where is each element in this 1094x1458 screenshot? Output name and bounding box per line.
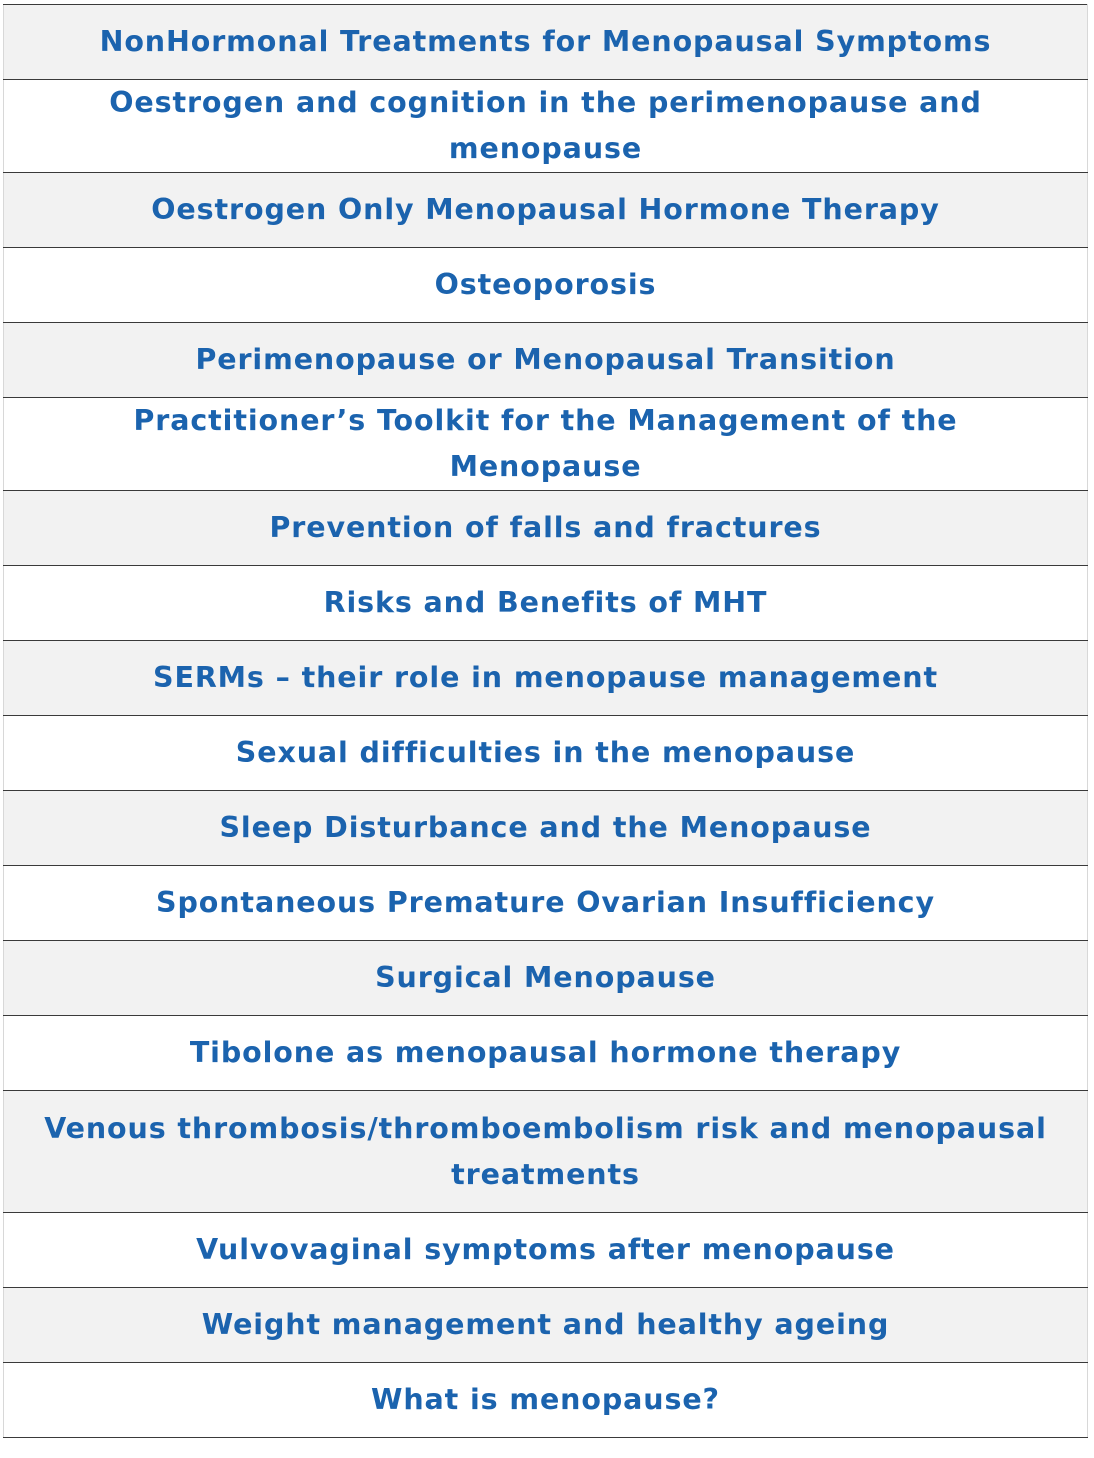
table-row (4, 323, 1088, 398)
topic-link[interactable]: SERMs – their role in menopause management (153, 661, 938, 694)
table-row (4, 491, 1088, 566)
topic-link[interactable]: What is menopause? (370, 1383, 720, 1416)
topic-link[interactable]: Perimenopause or Menopausal Transition (195, 343, 896, 376)
table-cell (4, 1213, 1088, 1288)
table-row (4, 173, 1088, 248)
topic-link[interactable]: Spontaneous Premature Ovarian Insufficiency (156, 886, 935, 919)
table-cell (4, 80, 1088, 173)
table-row (4, 1016, 1088, 1091)
table-cell (4, 716, 1088, 791)
table-row (4, 791, 1088, 866)
table-cell (4, 1363, 1088, 1438)
table-cell (4, 1016, 1088, 1091)
table-row (4, 716, 1088, 791)
table-row (4, 80, 1088, 173)
table-row (4, 398, 1088, 491)
table-cell (4, 323, 1088, 398)
table-row (4, 866, 1088, 941)
table-cell (4, 641, 1088, 716)
topics-table (3, 4, 1088, 1438)
table-row (4, 5, 1088, 80)
table-cell (4, 5, 1088, 80)
topic-link[interactable]: Risks and Benefits of MHT (323, 586, 768, 619)
topic-link[interactable]: Practitioner’s Toolkit for the Management of the Menopause (133, 404, 958, 483)
topic-link[interactable]: Prevention of falls and fractures (269, 511, 822, 544)
table-cell (4, 941, 1088, 1016)
table-cell (4, 173, 1088, 248)
table-cell (4, 566, 1088, 641)
table-row (4, 641, 1088, 716)
topic-link[interactable]: Oestrogen and cognition in the perimenopause and menopause (109, 86, 982, 165)
topic-link[interactable]: Osteoporosis (434, 268, 657, 301)
table-cell (4, 1091, 1088, 1213)
table-row (4, 566, 1088, 641)
topic-link[interactable]: Oestrogen Only Menopausal Hormone Therapy (151, 193, 940, 226)
topic-link[interactable]: Weight management and healthy ageing (201, 1308, 890, 1341)
table-row (4, 1363, 1088, 1438)
table-row (4, 1288, 1088, 1363)
table-row (4, 941, 1088, 1016)
topic-link[interactable]: Vulvovaginal symptoms after menopause (196, 1233, 895, 1266)
topic-link[interactable]: Sexual difficulties in the menopause (235, 736, 856, 769)
topic-link[interactable]: Sleep Disturbance and the Menopause (219, 811, 872, 844)
table-cell (4, 398, 1088, 491)
table-cell (4, 491, 1088, 566)
table-row (4, 248, 1088, 323)
topic-link[interactable]: Tibolone as menopausal hormone therapy (189, 1036, 902, 1069)
table-row (4, 1091, 1088, 1213)
table-cell (4, 866, 1088, 941)
topic-link[interactable]: NonHormonal Treatments for Menopausal Symptoms (99, 25, 992, 58)
table-cell (4, 248, 1088, 323)
topic-link[interactable]: Surgical Menopause (375, 961, 716, 994)
table-row (4, 1213, 1088, 1288)
table-cell (4, 1288, 1088, 1363)
topic-link[interactable]: Venous thrombosis/thromboembolism risk and menopausal treatments (44, 1111, 1047, 1191)
table-cell (4, 791, 1088, 866)
